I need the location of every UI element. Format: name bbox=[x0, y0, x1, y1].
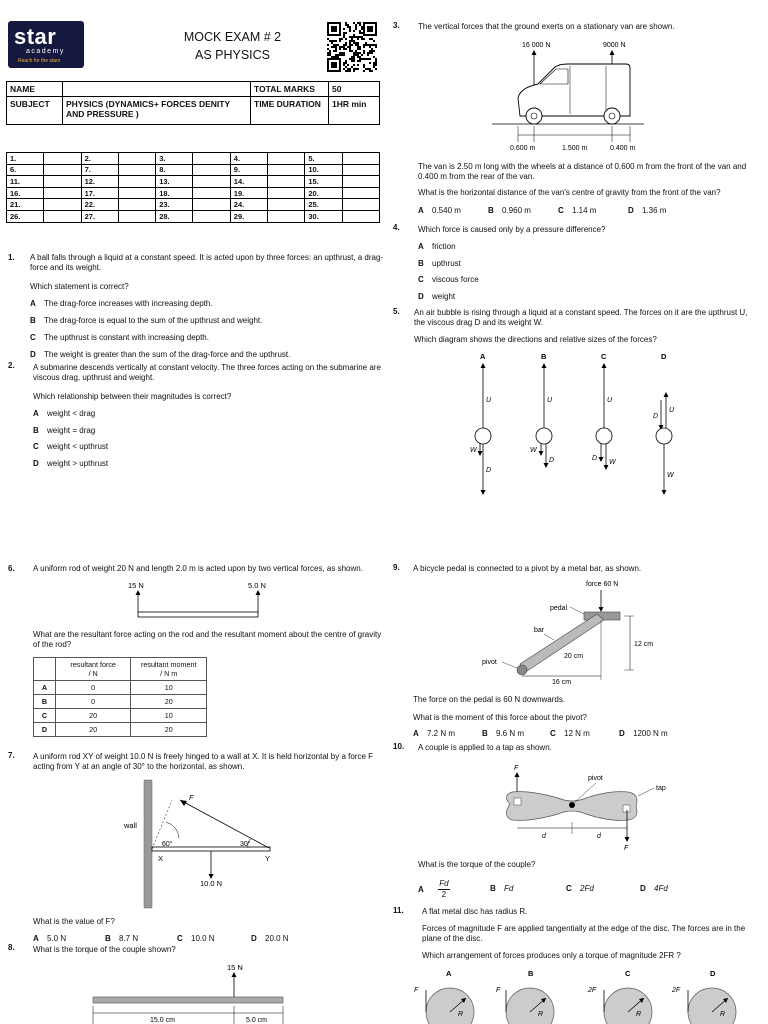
answer-box[interactable] bbox=[44, 153, 81, 165]
name-label: NAME bbox=[7, 82, 63, 97]
answer-box[interactable] bbox=[268, 199, 305, 211]
q1-stem: A ball falls through a liquid at a constant speed. It is acted upon by three forces: an upthrust, a drag-force and its weight. bbox=[30, 253, 384, 272]
q10-number: 10. bbox=[393, 742, 405, 751]
q4-options bbox=[418, 242, 479, 308]
q9-option-d[interactable]: D 1200 N m bbox=[619, 729, 668, 738]
q5-diagram-b[interactable] bbox=[530, 352, 554, 468]
q10-tap-diagram bbox=[500, 760, 680, 854]
q3-options bbox=[418, 206, 760, 216]
q9-bar bbox=[520, 614, 604, 671]
svg-text:30°: 30° bbox=[240, 841, 251, 848]
answer-number: 28. bbox=[156, 210, 193, 222]
answer-box[interactable] bbox=[193, 187, 230, 199]
answer-number: 2. bbox=[81, 153, 118, 165]
q6-rod bbox=[138, 612, 258, 617]
q8-bar bbox=[93, 997, 283, 1003]
q11-diagram-b[interactable] bbox=[496, 969, 554, 1024]
q6-row-d[interactable]: D 20 20 bbox=[34, 723, 207, 737]
q5-stem: An air bubble is rising through a liquid at a constant speed. The forces on it are the upthrust U, the viscous drag D and its weight W. bbox=[414, 308, 748, 327]
q7-option-d[interactable]: D 20.0 N bbox=[251, 934, 289, 943]
q9-option-b[interactable]: B 9.6 N m bbox=[482, 729, 525, 738]
answer-box[interactable] bbox=[44, 199, 81, 211]
svg-text:15.0 cm: 15.0 cm bbox=[150, 1017, 175, 1024]
svg-text:15 N: 15 N bbox=[227, 963, 243, 972]
q7-number: 7. bbox=[8, 751, 15, 760]
svg-text:C: C bbox=[625, 969, 631, 978]
answer-number: 14. bbox=[230, 176, 267, 188]
answer-box[interactable] bbox=[193, 153, 230, 165]
q11-prompt: Which arrangement of forces produces only a torque of magnitude 2FR ? bbox=[422, 951, 681, 960]
svg-text:wall: wall bbox=[124, 821, 137, 830]
q7-options bbox=[33, 934, 333, 944]
svg-text:R: R bbox=[538, 1011, 544, 1018]
q5-diagram-d[interactable] bbox=[653, 352, 675, 495]
q6-number: 6. bbox=[8, 564, 15, 573]
svg-text:F: F bbox=[414, 987, 419, 994]
svg-text:B: B bbox=[528, 969, 534, 978]
q6-prompt: What are the resultant force acting on the rod and the resultant moment about the centre of gravity of the rod? bbox=[33, 630, 382, 649]
answer-number: 1. bbox=[7, 153, 44, 165]
svg-text:U: U bbox=[669, 407, 675, 414]
svg-text:pedal: pedal bbox=[550, 605, 568, 612]
q6-rod-diagram bbox=[120, 578, 280, 622]
answer-box[interactable] bbox=[44, 176, 81, 188]
svg-text:60°: 60° bbox=[162, 841, 173, 848]
q1-option-a[interactable]: A The drag-force increases with increasing depth. bbox=[30, 299, 213, 308]
answer-number: 26. bbox=[7, 210, 44, 222]
student-info-table bbox=[6, 81, 380, 125]
answer-box[interactable] bbox=[193, 199, 230, 211]
q3-number: 3. bbox=[393, 21, 400, 30]
total-marks-label: TOTAL MARKS bbox=[251, 82, 329, 97]
answer-number: 12. bbox=[81, 176, 118, 188]
q8-number: 8. bbox=[8, 943, 15, 952]
answer-number: 19. bbox=[230, 187, 267, 199]
svg-text:X: X bbox=[158, 854, 164, 863]
q2-option-b[interactable]: B weight = drag bbox=[33, 425, 96, 435]
q3-option-a[interactable]: A 0.540 m bbox=[418, 206, 461, 215]
svg-text:W: W bbox=[530, 447, 537, 454]
q7-option-c[interactable]: C 10.0 N bbox=[177, 934, 215, 943]
q4-stem: Which force is caused only by a pressure difference? bbox=[418, 225, 606, 234]
svg-text:bar: bar bbox=[534, 627, 545, 634]
answer-number: 7. bbox=[81, 164, 118, 176]
q7-prompt: What is the value of F? bbox=[33, 917, 115, 926]
svg-text:d: d bbox=[542, 833, 546, 840]
q9-pedal-diagram bbox=[470, 576, 670, 686]
answer-number: 4. bbox=[230, 153, 267, 165]
q10-stem: A couple is applied to a tap as shown. bbox=[418, 743, 552, 752]
answer-number: 6. bbox=[7, 164, 44, 176]
q10-option-b[interactable]: B Fd bbox=[490, 884, 514, 893]
answer-box[interactable] bbox=[342, 187, 379, 199]
answer-number: 15. bbox=[305, 176, 342, 188]
q7-wall bbox=[144, 780, 152, 908]
svg-text:W: W bbox=[470, 447, 477, 454]
q9-description: The force on the pedal is 60 N downwards. bbox=[413, 695, 566, 704]
svg-text:10.0 N: 10.0 N bbox=[200, 879, 223, 888]
svg-text:tap: tap bbox=[656, 785, 666, 792]
answer-number: 3. bbox=[156, 153, 193, 165]
q9-number: 9. bbox=[393, 563, 400, 572]
svg-text:U: U bbox=[607, 397, 613, 404]
svg-text:A: A bbox=[480, 352, 486, 361]
answer-number: 18. bbox=[156, 187, 193, 199]
q1-option-c[interactable]: C The upthrust is constant with increasing depth. bbox=[30, 333, 209, 342]
answer-box[interactable] bbox=[44, 210, 81, 222]
answer-box[interactable] bbox=[342, 164, 379, 176]
answer-box[interactable] bbox=[342, 153, 379, 165]
q10-option-a[interactable]: A $\frac{Fd}{2}$ bbox=[418, 879, 449, 899]
answer-number: 17. bbox=[81, 187, 118, 199]
q2-option-a[interactable]: A weight < drag bbox=[33, 409, 96, 418]
answer-number: 25. bbox=[305, 199, 342, 211]
q4-option-b[interactable]: B upthrust bbox=[418, 258, 461, 268]
q5-diagram-a[interactable] bbox=[470, 352, 492, 495]
answer-box[interactable] bbox=[193, 176, 230, 188]
q10-pivot-point bbox=[569, 802, 575, 808]
answer-box[interactable] bbox=[44, 164, 81, 176]
q1-number: 1. bbox=[8, 253, 15, 262]
svg-text:U: U bbox=[486, 397, 492, 404]
answer-grid-row bbox=[7, 199, 380, 211]
answer-box[interactable] bbox=[342, 210, 379, 222]
q11-disc-diagrams bbox=[410, 966, 750, 1024]
q11-diagram-a[interactable] bbox=[414, 969, 474, 1024]
svg-text:D: D bbox=[653, 413, 659, 420]
q4-option-c[interactable]: C viscous force bbox=[418, 275, 479, 284]
subject-label: SUBJECT bbox=[7, 97, 63, 125]
svg-text:Y: Y bbox=[265, 854, 271, 863]
svg-text:W: W bbox=[667, 472, 674, 479]
q3-van-diagram bbox=[488, 38, 648, 154]
answer-box[interactable] bbox=[118, 153, 155, 165]
svg-text:D: D bbox=[710, 969, 716, 978]
exam-subtitle: AS PHYSICS bbox=[194, 48, 271, 62]
svg-text:2F: 2F bbox=[672, 987, 681, 994]
svg-text:16 000 N: 16 000 N bbox=[522, 42, 551, 49]
answer-number: 13. bbox=[156, 176, 193, 188]
q5-number: 5. bbox=[393, 307, 400, 316]
svg-text:0.600 m: 0.600 m bbox=[510, 145, 536, 152]
svg-text:pivot: pivot bbox=[588, 775, 603, 782]
q7-hinged-rod-diagram bbox=[120, 776, 290, 912]
answer-number: 8. bbox=[156, 164, 193, 176]
q6-force-right-label: 5.0 N bbox=[248, 581, 266, 590]
answer-box[interactable] bbox=[118, 199, 155, 211]
svg-text:U: U bbox=[547, 397, 553, 404]
q2-prompt: Which relationship between their magnitudes is correct? bbox=[33, 392, 232, 401]
q5-bubble-diagrams bbox=[460, 350, 690, 500]
svg-text:F: F bbox=[189, 793, 194, 802]
q6-stem: A uniform rod of weight 20 N and length 2.0 m is acted upon by two vertical forces, as shown. bbox=[33, 564, 363, 573]
logo-subtitle: academy bbox=[26, 48, 65, 55]
q9-option-a[interactable]: A 7.2 N m bbox=[413, 729, 456, 738]
answer-box[interactable] bbox=[342, 176, 379, 188]
svg-text:16 cm: 16 cm bbox=[552, 679, 572, 686]
answer-box[interactable] bbox=[193, 210, 230, 222]
q3-option-c[interactable]: C 1.14 m bbox=[558, 206, 597, 215]
answer-number: 22. bbox=[81, 199, 118, 211]
q9-prompt: What is the moment of this force about the pivot? bbox=[413, 713, 587, 722]
q1-option-b[interactable]: B The drag-force is equal to the sum of the upthrust and weight. bbox=[30, 316, 263, 325]
answer-box[interactable] bbox=[268, 153, 305, 165]
svg-text:2F: 2F bbox=[588, 987, 597, 994]
exam-title: MOCK EXAM # 2 bbox=[183, 30, 282, 44]
q11-number: 11. bbox=[393, 906, 404, 915]
q5-prompt: Which diagram shows the directions and relative sizes of the forces? bbox=[414, 335, 657, 344]
q11-description: Forces of magnitude F are applied tangentially at the edge of the disc. The forces are in the plane of the disc. bbox=[422, 924, 746, 943]
answer-number: 27. bbox=[81, 210, 118, 222]
answer-box[interactable] bbox=[342, 199, 379, 211]
q4-option-a[interactable]: A friction bbox=[418, 242, 456, 251]
svg-text:F: F bbox=[496, 987, 501, 994]
svg-text:D: D bbox=[661, 352, 667, 361]
answer-box[interactable] bbox=[118, 187, 155, 199]
q6-force-left-label: 15 N bbox=[128, 581, 144, 590]
answer-grid-row bbox=[7, 176, 380, 188]
svg-text:D: D bbox=[592, 455, 598, 462]
answer-number: 9. bbox=[230, 164, 267, 176]
q3-stem: The vertical forces that the ground exerts on a stationary van are shown. bbox=[418, 22, 675, 31]
q2-options bbox=[33, 409, 108, 475]
svg-text:20 cm: 20 cm bbox=[564, 653, 584, 660]
answer-grid-row bbox=[7, 210, 380, 222]
svg-text:d: d bbox=[597, 833, 601, 840]
answer-number: 20. bbox=[305, 187, 342, 199]
q11-diagram-c[interactable] bbox=[587, 969, 652, 1024]
name-field[interactable] bbox=[63, 82, 251, 97]
q7-option-a[interactable]: A 5.0 N bbox=[33, 934, 67, 943]
q3-prompt: What is the horizontal distance of the van's centre of gravity from the front of the van? bbox=[418, 188, 721, 197]
q7-stem: A uniform rod XY of weight 10.0 N is freely hinged to a wall at X. It is held horizontal by a force F acting from Y at an angle of 30° to the horizontal, as shown. bbox=[33, 752, 374, 771]
q3-option-d[interactable]: D 1.36 m bbox=[628, 206, 667, 215]
answer-number: 11. bbox=[7, 176, 44, 188]
answer-box[interactable] bbox=[44, 187, 81, 199]
svg-text:pivot: pivot bbox=[482, 659, 497, 666]
answer-number: 16. bbox=[7, 187, 44, 199]
q7-option-b[interactable]: B 8.7 N bbox=[105, 934, 139, 943]
q10-prompt: What is the torque of the couple? bbox=[418, 860, 536, 869]
svg-text:5.0 cm: 5.0 cm bbox=[246, 1017, 268, 1024]
q6-row-b[interactable]: B 0 20 bbox=[34, 695, 207, 709]
q3-option-b[interactable]: B 0.960 m bbox=[488, 206, 531, 215]
answer-grid bbox=[6, 152, 380, 223]
answer-box[interactable] bbox=[193, 164, 230, 176]
answer-number: 30. bbox=[305, 210, 342, 222]
svg-text:0.400 m: 0.400 m bbox=[610, 145, 636, 152]
q11-stem: A flat metal disc has radius R. bbox=[422, 907, 528, 916]
svg-text:F: F bbox=[624, 845, 629, 852]
q2-option-d[interactable]: D weight > upthrust bbox=[33, 458, 109, 468]
svg-text:W: W bbox=[609, 459, 616, 466]
answer-grid-row bbox=[7, 153, 380, 165]
total-marks-value: 50 bbox=[329, 82, 380, 97]
svg-text:R: R bbox=[636, 1011, 642, 1018]
answer-number: 29. bbox=[230, 210, 267, 222]
svg-text:C: C bbox=[601, 352, 607, 361]
subject-value: PHYSICS (DYNAMICS+ FORCES DENITY AND PRESSURE ) bbox=[63, 97, 251, 125]
answer-grid-row bbox=[7, 164, 380, 176]
q10-option-d[interactable]: D 4Fd bbox=[640, 884, 668, 893]
answer-box[interactable] bbox=[268, 210, 305, 222]
q9-pivot bbox=[517, 665, 527, 675]
svg-text:B: B bbox=[541, 352, 547, 361]
answer-number: 24. bbox=[230, 199, 267, 211]
answer-box[interactable] bbox=[118, 176, 155, 188]
duration-value: 1HR min bbox=[329, 97, 380, 125]
q9-option-c[interactable]: C 12 N m bbox=[550, 729, 590, 738]
svg-text:D: D bbox=[549, 457, 555, 464]
svg-text:9000 N: 9000 N bbox=[603, 42, 626, 49]
q9-stem: A bicycle pedal is connected to a pivot by a metal bar, as shown. bbox=[413, 564, 642, 573]
q2-option-c[interactable]: C weight < upthrust bbox=[33, 442, 109, 451]
svg-text:R: R bbox=[458, 1011, 464, 1018]
q10-options bbox=[490, 884, 740, 894]
q6-row-a[interactable]: A 0 10 bbox=[34, 681, 207, 695]
q2-number: 2. bbox=[8, 361, 15, 370]
answer-box[interactable] bbox=[268, 176, 305, 188]
q1-option-d[interactable]: D The weight is greater than the sum of the drag-force and the upthrust. bbox=[30, 350, 291, 359]
duration-label: TIME DURATION bbox=[251, 97, 329, 125]
svg-text:F: F bbox=[514, 765, 519, 772]
q6-answer-table: resultant force / N resultant moment / N m A 0 10 B 0 20 C 20 10 D 20 20 bbox=[33, 657, 207, 737]
answer-number: 5. bbox=[305, 153, 342, 165]
svg-text:R: R bbox=[720, 1011, 726, 1018]
svg-text:1.500 m: 1.500 m bbox=[562, 145, 588, 152]
answer-number: 23. bbox=[156, 199, 193, 211]
q1-options bbox=[30, 299, 386, 367]
q4-number: 4. bbox=[393, 223, 400, 232]
q3-description: The van is 2.50 m long with the wheels at a distance of 0.600 m from the front of the van and 0.400 m from the rear of the van. bbox=[418, 162, 747, 181]
logo-tagline: Reach for the stars bbox=[18, 58, 61, 64]
svg-text:12 cm: 12 cm bbox=[634, 641, 654, 648]
q1-prompt: Which statement is correct? bbox=[30, 282, 129, 291]
answer-grid-row bbox=[7, 187, 380, 199]
answer-number: 10. bbox=[305, 164, 342, 176]
qr-code bbox=[326, 21, 378, 73]
answer-box[interactable] bbox=[118, 210, 155, 222]
q11-diagram-d[interactable] bbox=[671, 969, 736, 1024]
q9-options bbox=[413, 729, 763, 739]
academy-logo bbox=[8, 21, 84, 68]
q4-option-d[interactable]: D weight bbox=[418, 291, 456, 301]
q8-couple-diagram bbox=[88, 960, 288, 1024]
q10-option-c[interactable]: C 2Fd bbox=[566, 884, 594, 893]
answer-box[interactable] bbox=[268, 187, 305, 199]
answer-number: 21. bbox=[7, 199, 44, 211]
svg-text:force 60 N: force 60 N bbox=[586, 581, 619, 588]
svg-text:A: A bbox=[446, 969, 452, 978]
svg-text:D: D bbox=[486, 467, 492, 474]
q5-diagram-c[interactable] bbox=[592, 352, 617, 470]
answer-box[interactable] bbox=[118, 164, 155, 176]
q6-row-c[interactable]: C 20 10 bbox=[34, 709, 207, 723]
answer-box[interactable] bbox=[268, 164, 305, 176]
q8-stem: What is the torque of the couple shown? bbox=[33, 945, 176, 954]
logo-word: star bbox=[14, 24, 57, 49]
q2-stem: A submarine descends vertically at constant velocity. The three forces acting on the submarine are viscous drag, upthrust and weight. bbox=[33, 363, 381, 382]
